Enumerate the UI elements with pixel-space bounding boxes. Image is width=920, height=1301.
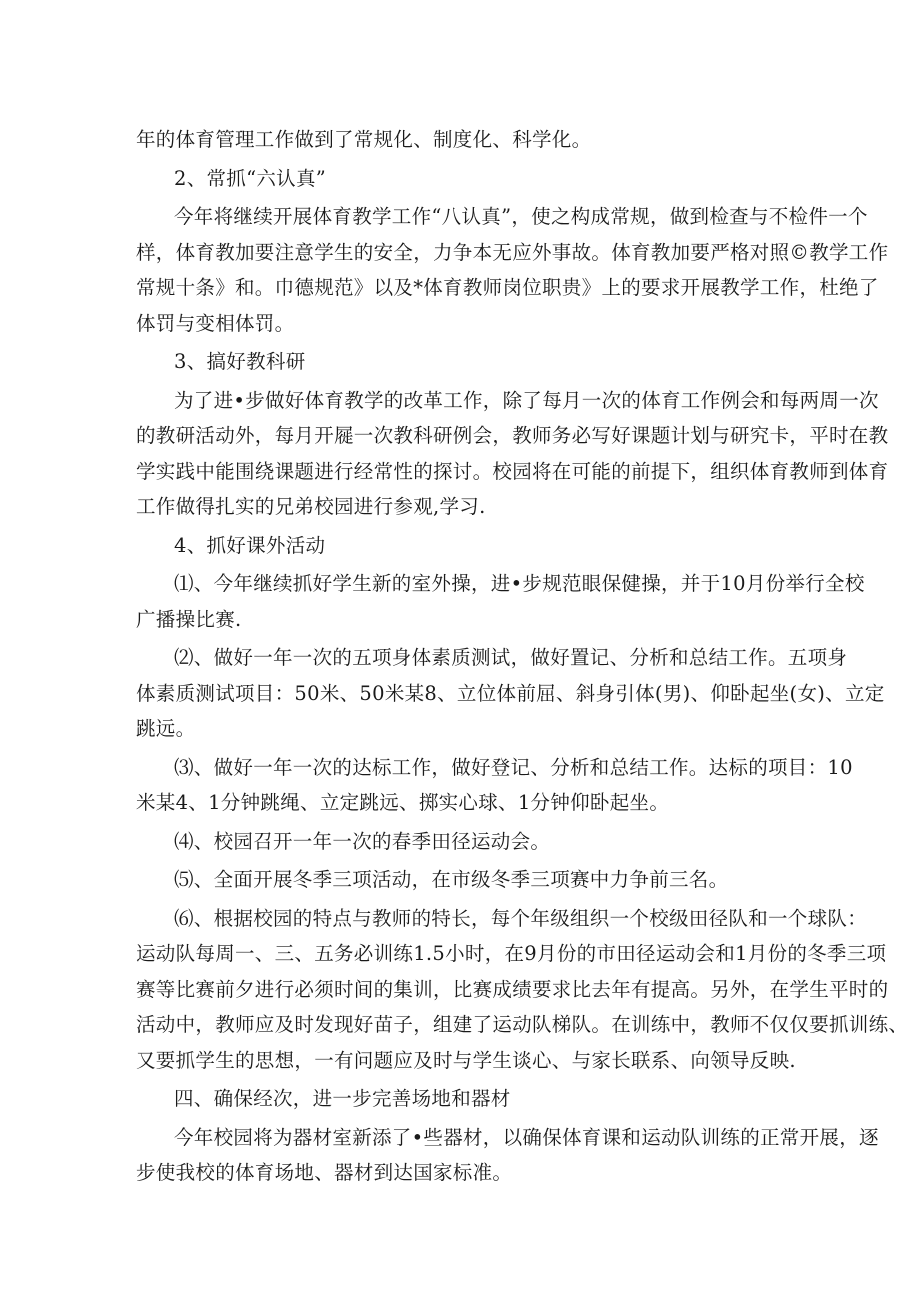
list-item-line: 活动中，教师应及时发现好苗子，组建了运动队梯队。在训练中，教师不仅仅要抓训练、 <box>136 1013 909 1036</box>
list-item-line: ⑶、做好一年一次的达标工作，做好登记、分析和总结工作。达标的项目：10 <box>174 755 853 779</box>
paragraph-line: 年的体育管理工作做到了常规化、制度化、科学化。 <box>136 128 592 151</box>
list-item-line: 又要抓学生的思想，一有问题应及时与学生谈心、与家长联系、向领导反映. <box>136 1048 796 1072</box>
section-heading: 2、常抓“六认真” <box>174 166 327 190</box>
list-item-line: 米某4、1分钟跳绳、立定跳远、掷实心球、1分钟仰卧起坐。 <box>136 791 670 814</box>
document-body <box>136 122 909 1191</box>
paragraph-line: 为了进•步做好体育教学的改革工作，除了每月一次的体育工作例会和每两周一次 <box>174 388 879 412</box>
list-item-line: 体素质测试项目：50米、50米某8、立位体前屈、斜身引体(男)、仰卧起坐(女)、立定 <box>136 681 885 705</box>
paragraph-line: 今年将继续开展体育教学工作“八认真”，使之构成常规，做到检查与不检件一个 <box>174 205 868 228</box>
paragraph-line: 样，体育教加要注意学生的安全，力争本无应外事故。体育教加要严格对照©教学工作 <box>136 240 889 264</box>
list-item-line: ⑸、全面开展冬季三项活动，在市级冬季三项赛中力争前三名。 <box>174 868 729 891</box>
section-heading: 四、确保经次，进一步完善场地和器材 <box>174 1087 511 1110</box>
paragraph-line: 体罚与变相体罚。 <box>136 311 295 335</box>
paragraph-line: 学实践中能围绕课题进行经常性的探讨。校园将在可能的前提下，组织体育教师到体育 <box>136 459 889 483</box>
list-item-line: ⑷、校园召开一年一次的春季田径运动会。 <box>174 829 551 853</box>
list-item-line: ⑵、做好一年一次的五项身体素质测试，做好置记、分析和总结工作。五项身 <box>174 646 848 669</box>
paragraph-line: 的教研活动外，每月开屣一次教科研例会，教师务必写好课题计划与研究卡，平时在教 <box>136 424 889 447</box>
section-heading: 4、抓好课外活动 <box>174 533 326 557</box>
list-item-line: ⑹、根据校园的特点与教师的特长，每个年级组织一个校级田径队和一个球队： <box>174 906 868 930</box>
paragraph-line: 今年校园将为器材室新添了•些器材，以确保体育课和运动队训练的正常开展，逐 <box>174 1125 879 1149</box>
list-item-line: 跳远。 <box>136 717 196 740</box>
paragraph-line: 常规十条》和。巾德规范》以及*体育教师岗位职贵》上的要求开展教学工作，杜绝了 <box>136 276 879 299</box>
list-item-line: 运动队每周一、三、五务必训练1.5小时，在9月份的市田径运动会和1月份的冬季三项 <box>136 942 887 965</box>
list-item-line: 赛等比赛前夕进行必须时间的集训，比赛成绩要求比去年有提高。另外，在学生平时的 <box>136 977 889 1001</box>
section-heading: 3、搞好教科研 <box>174 350 306 373</box>
list-item-line: ⑴、今年继续抓好学生新的室外操，进•步规范眼保健操，并于10月份举行全校 <box>174 572 865 595</box>
list-item-line: 广播操比赛. <box>136 607 242 631</box>
paragraph-line: 步使我校的体育场地、器材到达国家标准。 <box>136 1161 513 1184</box>
paragraph-line: 工作做得扎实的兄弟校园进行参观,学习. <box>136 495 486 518</box>
